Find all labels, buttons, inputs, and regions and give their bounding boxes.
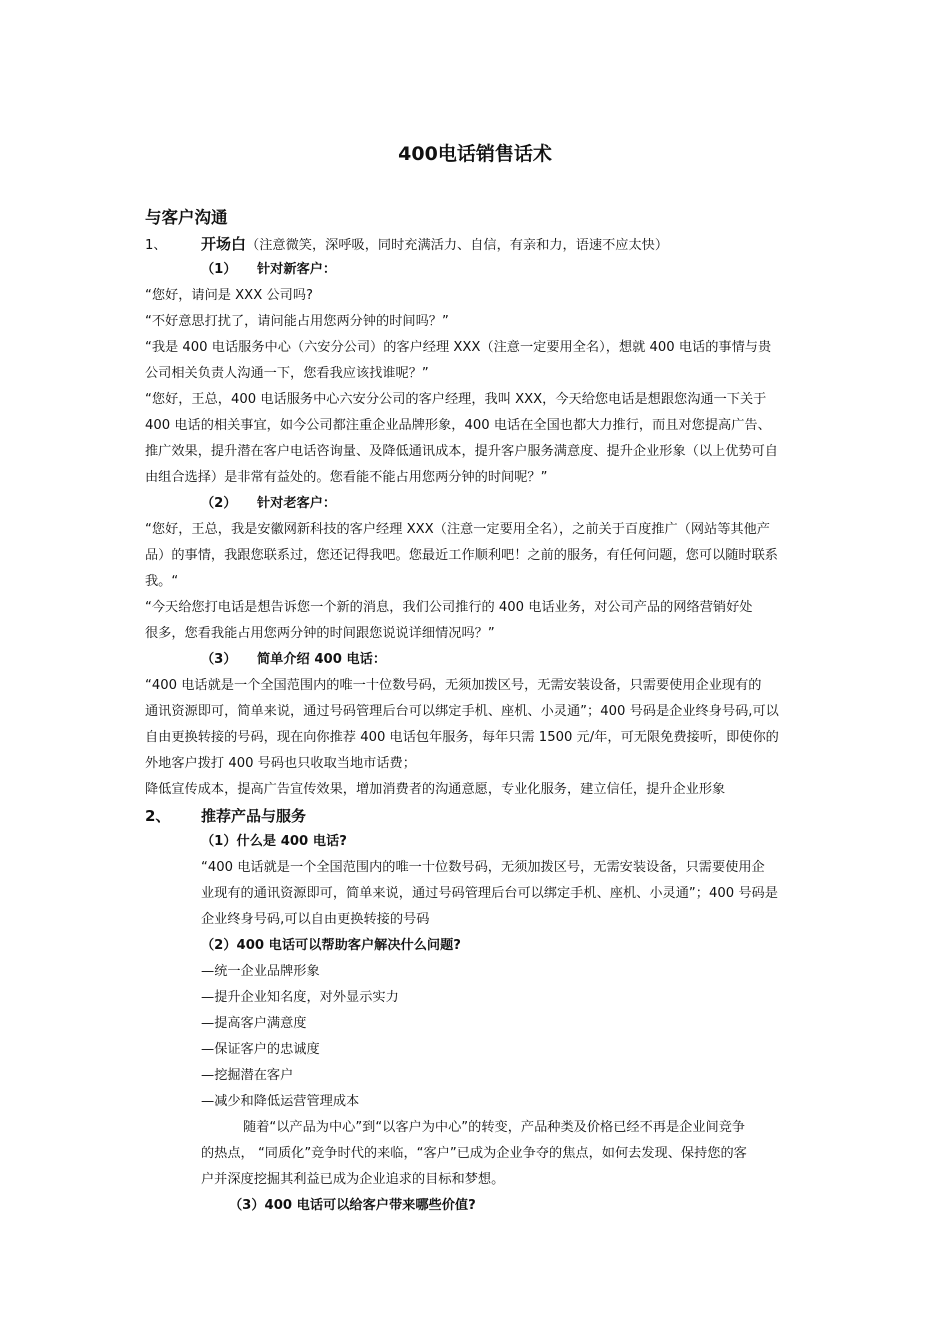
item-1-number: 1、 [145, 238, 167, 253]
item-2-number: 2、 [145, 807, 171, 825]
text-line: “您好，王总，400 电话服务中心六安分公司的客户经理，我叫 XXX，今天给您电话是想跟您沟通一下关于 [145, 392, 767, 407]
text-line: 自由更换转接的号码，现在向你推荐 400 电话包年服务，每年只需 1500 元/年，可无限免费接听，即使你的 [145, 730, 779, 745]
text-line: “您好，请问是 XXX 公司吗? [145, 288, 314, 303]
document-title: 400电话销售话术 [398, 143, 552, 165]
section-heading: 与客户沟通 [145, 208, 228, 227]
subheading-number: （3） [201, 652, 237, 667]
subheading-label: 针对老客户： [257, 496, 337, 511]
list-item: —统一企业品牌形象 [201, 964, 320, 979]
item-2-heading [145, 803, 807, 831]
subheading-number: （1） [201, 262, 237, 277]
list-item: —提升企业知名度，对外显示实力 [201, 990, 399, 1005]
text-line: “不好意思打扰了，请问能占用您两分钟的时间吗？” [145, 314, 449, 329]
text-line: 公司相关负责人沟通一下，您看我应该找谁呢？” [145, 366, 429, 381]
text-line: 降低宣传成本，提高广告宣传效果，增加消费者的沟通意愿，专业化服务，建立信任，提升企业形象 [145, 782, 726, 797]
text-line: 400 电话的相关事宜，如今公司都注重企业品牌形象，400 电话在全国也都大力推行，而且对您提高广告、 [145, 418, 771, 433]
question-2: （2）400 电话可以帮助客户解决什么问题? [201, 938, 461, 953]
item-1-note: （注意微笑，深呼吸，同时充满活力、自信，有亲和力，语速不应太快） [246, 238, 669, 253]
text-line: “400 电话就是一个全国范围内的唯一十位数号码，无须加拨区号，无需安装设备，只需要使用企业现有的 [145, 678, 762, 693]
subheading-new-customer [201, 257, 863, 283]
subheading-old-customer [201, 491, 863, 517]
text-line: 户并深度挖掘其利益已成为企业追求的目标和梦想。 [201, 1172, 505, 1187]
text-line: 推广效果，提升潜在客户电话咨询量、及降低通讯成本，提升客户服务满意度、提升企业形象（以上优势可自 [145, 444, 778, 459]
text-line: “今天给您打电话是想告诉您一个新的消息，我们公司推行的 400 电话业务，对公司产品的网络营销好处 [145, 600, 753, 615]
text-line: 随着“以产品为中心”到“以客户为中心”的转变，产品种类及价格已经不再是企业间竞争 [243, 1120, 746, 1135]
item-2-title: 推荐产品与服务 [201, 807, 307, 825]
subheading-label: 简单介绍 400 电话： [257, 652, 387, 667]
subheading-label: 针对新客户： [257, 262, 337, 277]
text-line: 由组合选择）是非常有益处的。您看能不能占用您两分钟的时间呢？” [145, 470, 548, 485]
text-line: 很多，您看我能占用您两分钟的时间跟您说说详细情况吗？” [145, 626, 495, 641]
text-line: 外地客户拨打 400 号码也只收取当地市话费； [145, 756, 416, 771]
text-line: “您好，王总，我是安徽网新科技的客户经理 XXX（注意一定要用全名），之前关于百度推广（网站等其他产 [145, 522, 770, 537]
text-line: “400 电话就是一个全国范围内的唯一十位数号码，无须加拨区号，无需安装设备，只需要使用企 [201, 860, 765, 875]
text-line: 企业终身号码,可以自由更换转接的号码 [201, 912, 430, 927]
text-line: “我是 400 电话服务中心（六安分公司）的客户经理 XXX（注意一定要用全名），想就 400 电话的事情与贵 [145, 340, 772, 355]
list-item: —提高客户满意度 [201, 1016, 307, 1031]
text-line: 我。“ [145, 574, 179, 589]
text-line: 业现有的通讯资源即可，简单来说，通过号码管理后台可以绑定手机、座机、小灵通”；400 号码是 [201, 886, 778, 901]
item-1-heading [145, 231, 807, 259]
subheading-number: （2） [201, 496, 237, 511]
list-item: —挖掘潜在客户 [201, 1068, 294, 1083]
text-line: 的热点， “同质化”竞争时代的来临，“客户”已成为企业争夺的焦点，如何去发现、保持您的客 [201, 1146, 747, 1161]
text-line: 通讯资源即可，简单来说，通过号码管理后台可以绑定手机、座机、小灵通”；400 号码是企业终身号码,可以 [145, 704, 779, 719]
question-1: （1）什么是 400 电话? [201, 834, 347, 849]
item-1-title: 开场白 [201, 235, 247, 253]
text-line: 品）的事情，我跟您联系过，您还记得我吧。您最近工作顺利吧！之前的服务，有任何问题，您可以随时联系 [145, 548, 778, 563]
list-item: —减少和降低运营管理成本 [201, 1094, 360, 1109]
question-3: （3）400 电话可以给客户带来哪些价值? [229, 1198, 476, 1213]
list-item: —保证客户的忠诚度 [201, 1042, 320, 1057]
subheading-intro [201, 647, 863, 673]
